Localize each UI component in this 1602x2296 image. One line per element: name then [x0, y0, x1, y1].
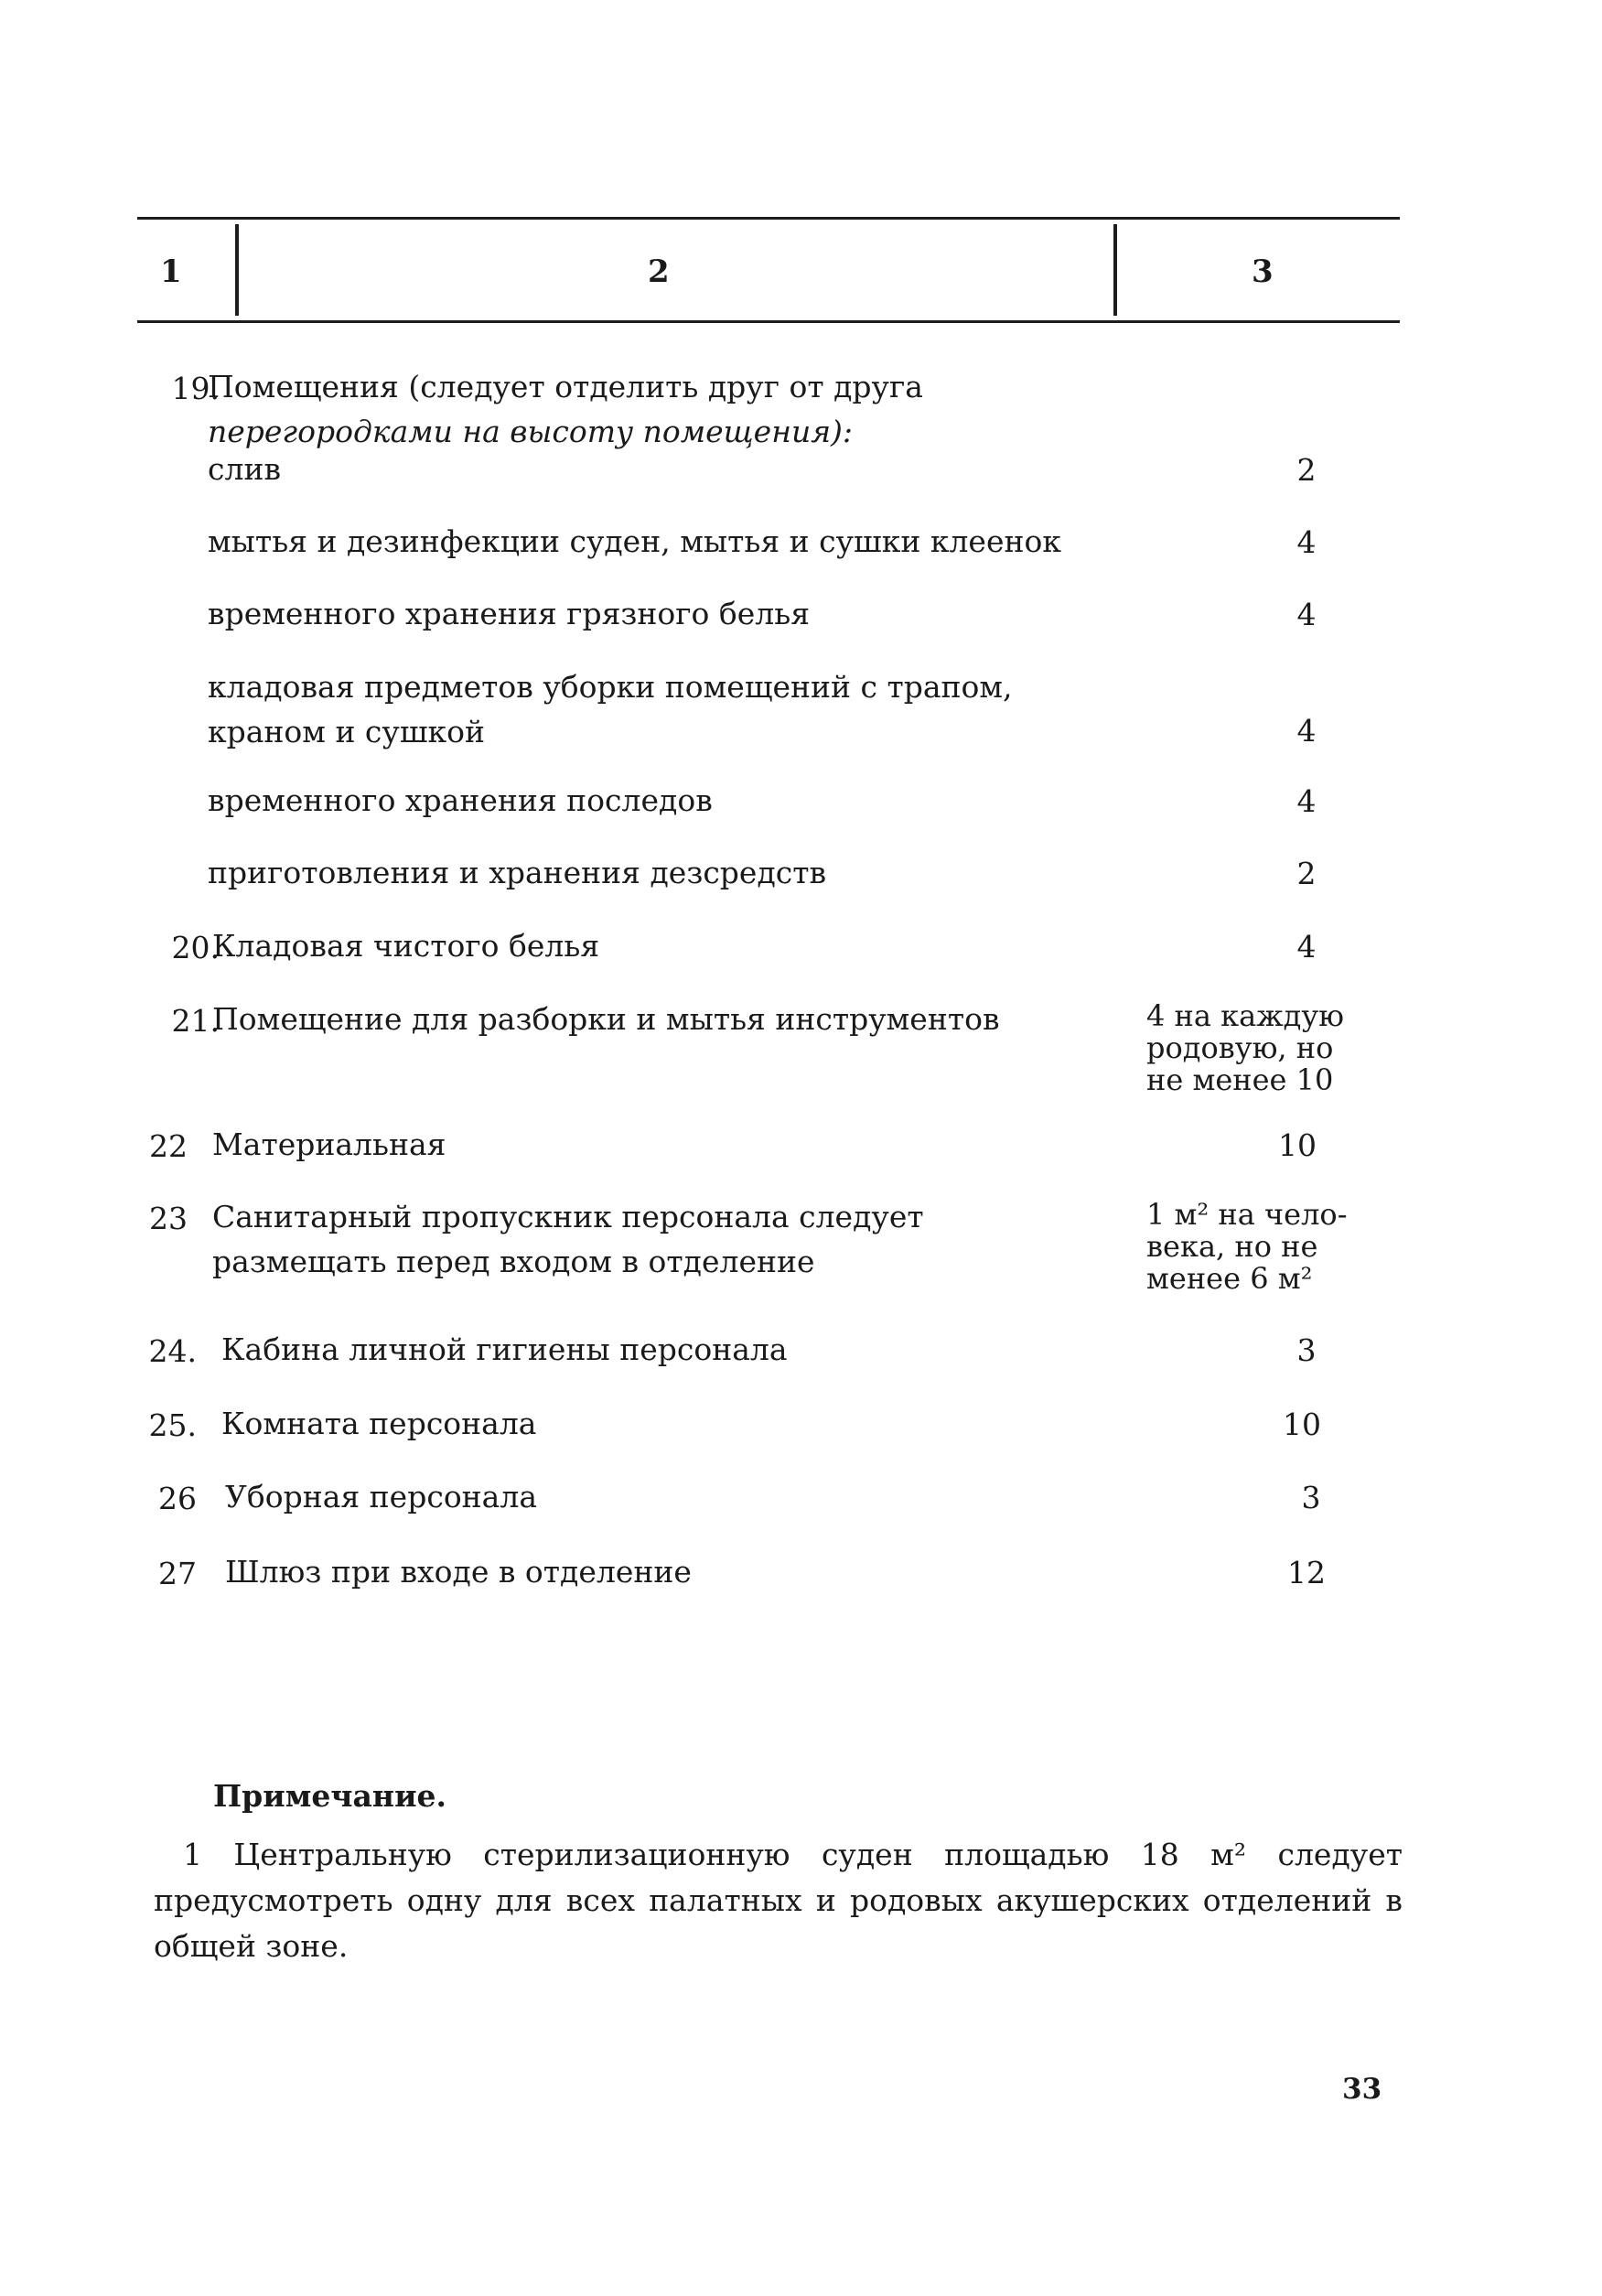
row-text: слив: [208, 451, 282, 487]
row-number: 27: [158, 1556, 197, 1591]
header-col-1: 1: [160, 253, 182, 290]
row-text: временного хранения грязного белья: [208, 596, 811, 631]
row-number: 23: [149, 1201, 188, 1236]
row-text: Помещение для разборки и мытья инструментов: [212, 1001, 1000, 1037]
row-value: 2: [1296, 452, 1317, 488]
row-text: Кладовая чистого белья: [212, 928, 600, 964]
row-value: 10: [1278, 1127, 1317, 1163]
row-value: 4: [1296, 524, 1317, 560]
row-number: 24.: [148, 1333, 197, 1369]
row-value: 4: [1296, 783, 1317, 819]
row-number: 25.: [148, 1407, 197, 1443]
table-top-rule: [137, 217, 1400, 220]
row-number: 26: [158, 1481, 197, 1516]
row-value: 12: [1287, 1555, 1326, 1590]
row-text: Кабина личной гигиены персонала: [221, 1331, 788, 1367]
row-text: Уборная персонала: [225, 1479, 537, 1514]
row-text: приготовления и хранения дезсредств: [208, 855, 827, 890]
row-text: Помещения (следует отделить друг от друга перегородками на высоту помещения):: [208, 369, 923, 449]
row-value: 3: [1301, 1480, 1321, 1515]
row-number: 21.: [171, 1003, 220, 1039]
page-number: 33: [1342, 2073, 1382, 2106]
row-number: 22: [149, 1128, 188, 1164]
row-text: Шлюз при входе в отделение: [225, 1554, 692, 1590]
column-divider-2: [1113, 224, 1117, 316]
header-col-3: 3: [1252, 253, 1274, 290]
note-title: Примечание.: [213, 1778, 447, 1814]
row-text: кладовая предметов уборки помещений с трапом, краном и сушкой: [208, 669, 1013, 749]
row-value: 4: [1296, 597, 1317, 632]
table-header-bottom-rule: [137, 320, 1400, 323]
column-divider-1: [235, 224, 239, 316]
header-col-2: 2: [648, 253, 670, 290]
note-text: 1 Центральную стерилизационную суден площадью 18 м² следует предусмотреть одну для всех палатных и родовых акушерских отделений в общей зоне.: [154, 1837, 1403, 1964]
row-text: мытья и дезинфекции суден, мытья и сушки клеенок: [208, 523, 1061, 559]
row-value: 10: [1283, 1407, 1321, 1442]
row-value: 2: [1296, 856, 1317, 891]
row-value: 1 м² на чело- века, но не менее 6 м²: [1146, 1197, 1348, 1296]
row-text: Санитарный пропускник персонала следует размещать перед входом в отделение: [212, 1199, 924, 1279]
row-value: 4 на каждую родовую, но не менее 10: [1146, 998, 1345, 1097]
row-text: временного хранения последов: [208, 782, 713, 818]
row-number: 19.: [171, 371, 220, 406]
row-number: 20.: [171, 930, 220, 965]
row-value: 4: [1296, 929, 1317, 965]
row-value: 3: [1296, 1332, 1317, 1368]
row-text: Комната персонала: [221, 1406, 537, 1441]
row-value: 4: [1296, 713, 1317, 749]
row-text: Материальная: [212, 1126, 446, 1162]
